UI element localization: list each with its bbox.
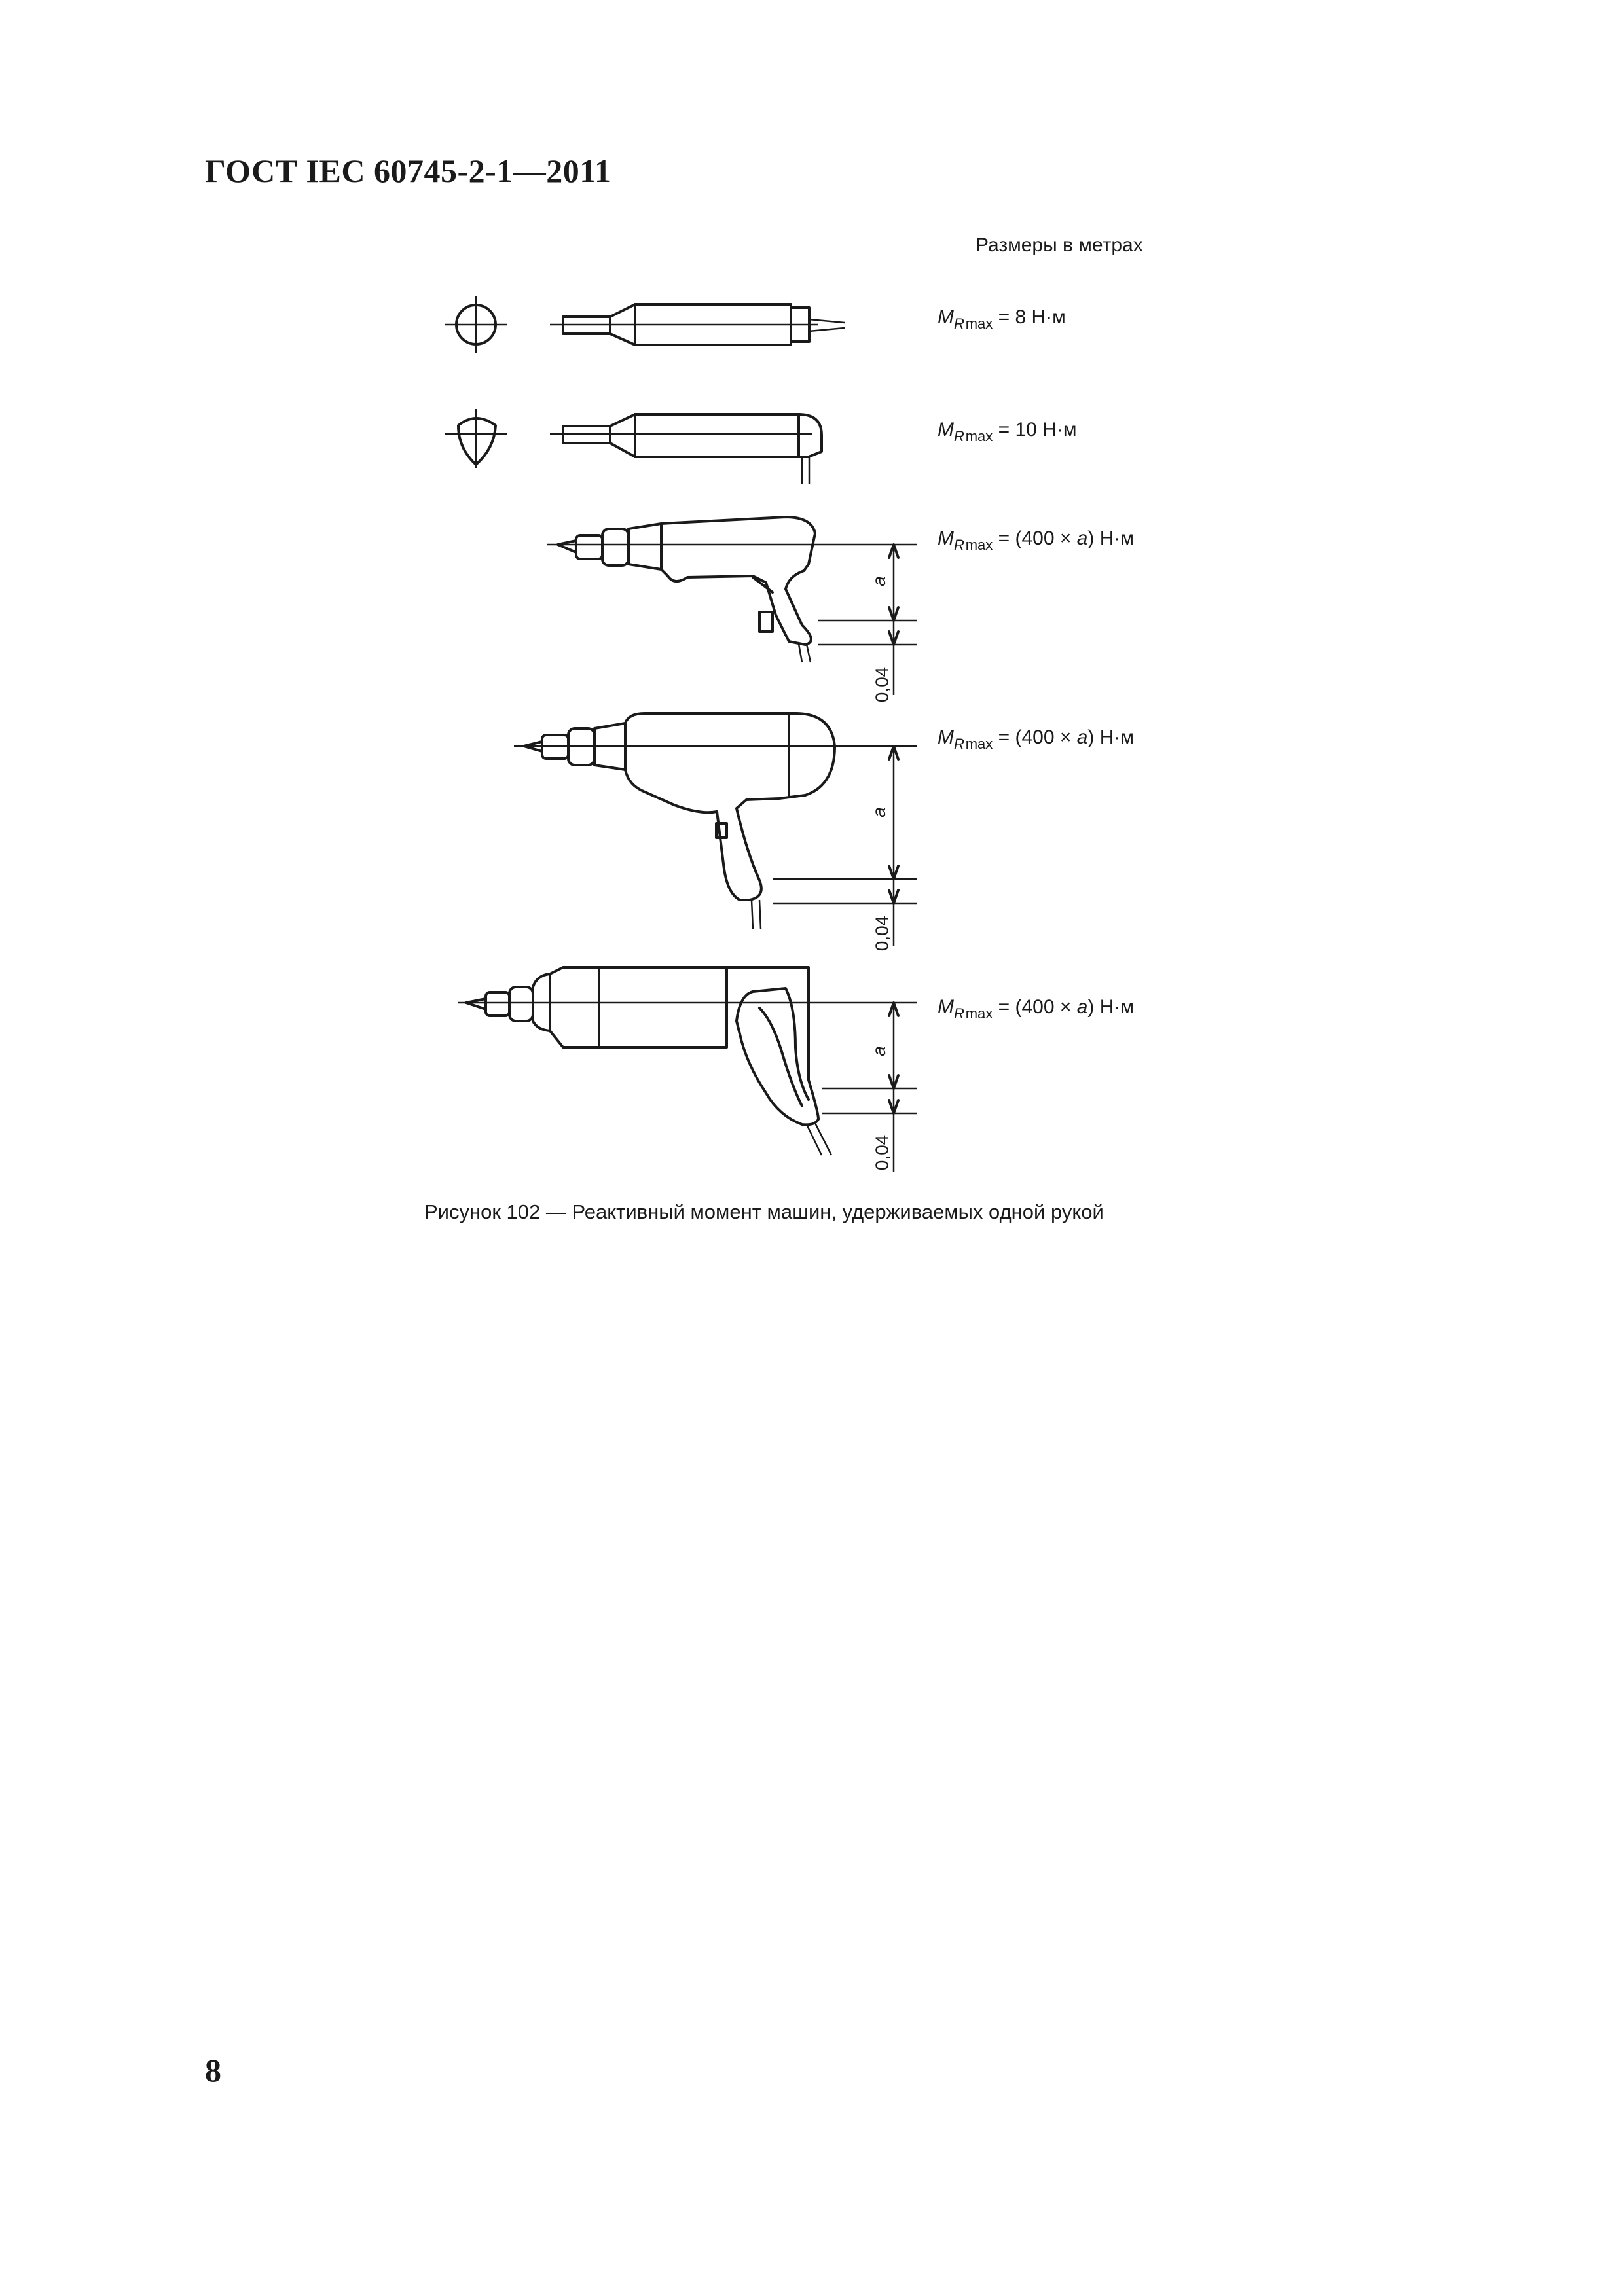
torque-formula-1: $M_{R max} = 8$ Н·м xyxy=(938,306,1066,332)
tool-2-angled-triangular xyxy=(445,409,822,484)
dimension-a-label: a xyxy=(868,576,889,586)
figure-caption: Рисунок 102 — Реактивный момент машин, удерживаемых одной рукой xyxy=(424,1200,1104,1223)
dimension-a-label: a xyxy=(868,807,889,817)
tool-1-straight-round xyxy=(445,296,845,353)
torque-formula-3: $M_{R max} = (400 \times a)$ Н·м xyxy=(938,528,1135,553)
torque-formula-2: $M_{R max} = 10$ Н·м xyxy=(938,419,1077,444)
tool-4-pistol-drill-rounded xyxy=(514,713,917,946)
tool-3-pistol-drill-small xyxy=(547,517,917,695)
tool-5-pistol-drill-heavy xyxy=(458,967,917,1172)
torque-formula-5: $M_{R max} = (400 \times a)$ Н·м xyxy=(938,996,1135,1022)
page-number: 8 xyxy=(205,2052,221,2089)
torque-formula-4: $M_{R max} = (400 \times a)$ Н·м xyxy=(938,726,1135,752)
dimension-offset-label: 0,04 xyxy=(871,666,892,703)
dimension-offset-label: 0,04 xyxy=(871,915,892,952)
dimension-offset-label: 0,04 xyxy=(871,1134,892,1171)
dimension-a-label: a xyxy=(868,1046,889,1056)
units-note: Размеры в метрах xyxy=(976,234,1143,256)
document-header: ГОСТ IEC 60745-2-1—2011 xyxy=(205,152,611,189)
